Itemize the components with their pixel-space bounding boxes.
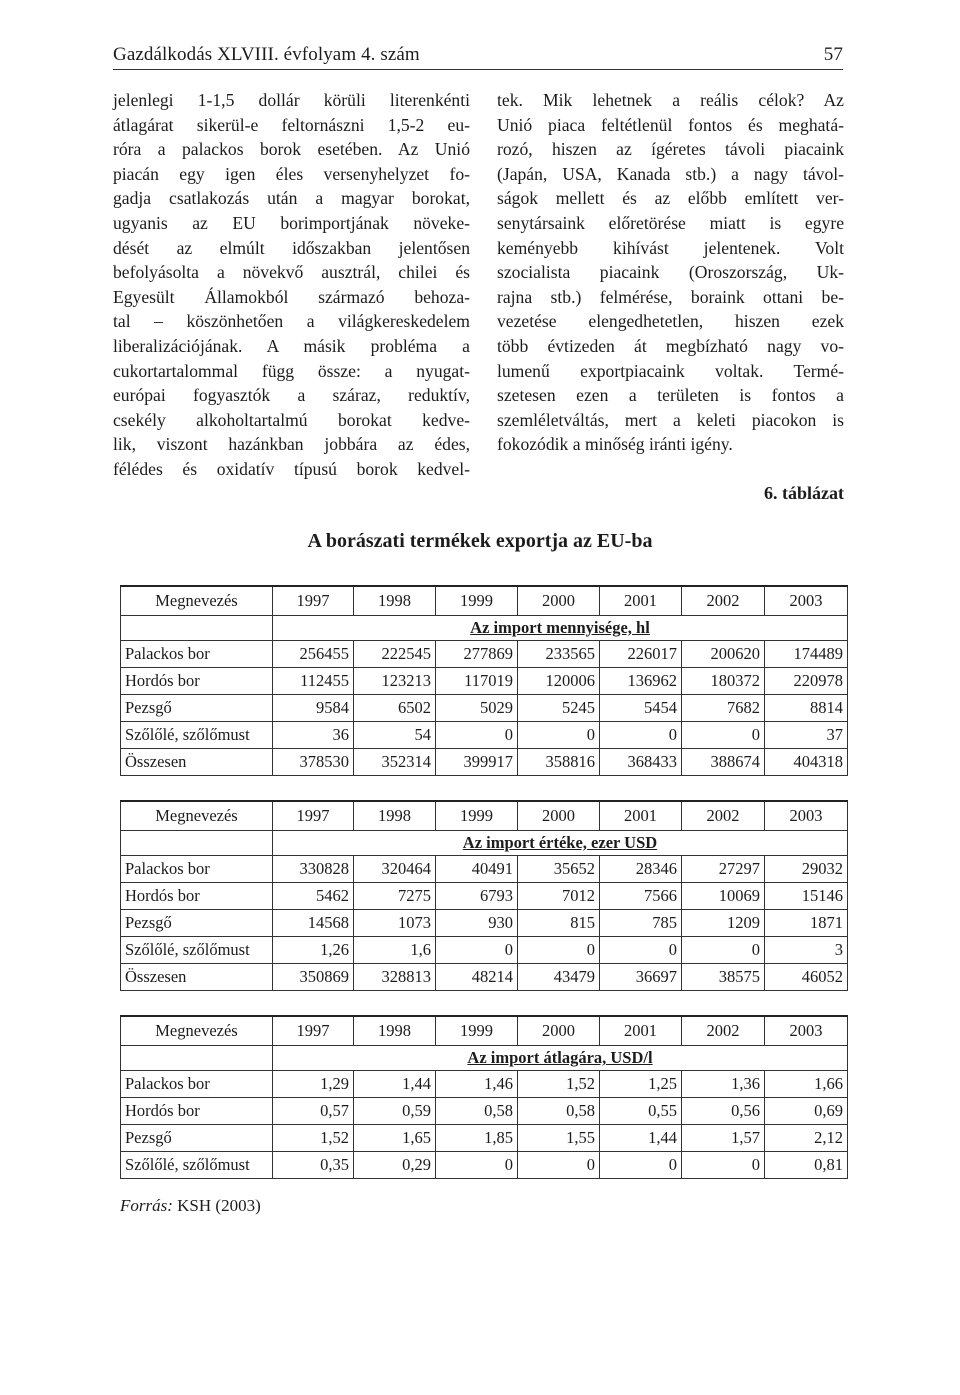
column-header-year: 1999 [436,1016,518,1046]
data-cell: 1,57 [682,1125,765,1152]
page-header [113,44,843,70]
text-line: rajna stb.) felmérése, boraink ottani be- [497,286,844,307]
subtitle-empty-cell [121,1046,273,1071]
column-header-year: 1999 [436,801,518,831]
data-cell: 0,69 [765,1098,848,1125]
column-header-year: 1997 [273,586,354,616]
data-cell: 5454 [600,695,682,722]
row-label: Hordós bor [121,668,273,695]
data-cell: 3 [765,937,848,964]
text-line: vezetése elengedhetetlen, hiszen ezek [497,311,844,332]
text-line: gadja csatlakozás után a magyar borokat, [113,188,470,209]
text-line: piacán egy igen éles versenyhelyzet fo- [113,163,470,184]
table-source [120,1196,261,1216]
data-cell: 368433 [600,749,682,776]
column-header-year: 2003 [765,1016,848,1046]
table-row [121,1098,848,1125]
table-row [121,910,848,937]
column-header-year: 2001 [600,1016,682,1046]
subtitle-cell [273,616,848,641]
data-cell: 358816 [518,749,600,776]
column-header-year: 1998 [354,1016,436,1046]
text-line: cukortartalommal függ össze: a nyugat- [113,360,470,381]
data-cell: 48214 [436,964,518,991]
data-cell: 0,59 [354,1098,436,1125]
data-cell: 28346 [600,856,682,883]
table-row [121,964,848,991]
spacer-cell [121,776,848,802]
data-cell: 0 [436,937,518,964]
table-subtitle-row [121,1046,848,1071]
data-cell: 14568 [273,910,354,937]
column-header-year: 1998 [354,586,436,616]
data-cell: 43479 [518,964,600,991]
data-cell: 0 [518,937,600,964]
table-header-row [121,1016,848,1046]
data-cell: 123213 [354,668,436,695]
data-cell: 1,55 [518,1125,600,1152]
table-row [121,1071,848,1098]
data-cell: 0 [600,722,682,749]
data-cell: 399917 [436,749,518,776]
journal-title: Gazdálkodás XLVIII. évfolyam 4. szám [113,44,420,65]
text-line: félédes és oxidatív típusú borok kedvel- [113,458,470,479]
data-cell: 815 [518,910,600,937]
data-cell: 404318 [765,749,848,776]
text-line: lik, viszont hazánkban jobbára az édes, [113,434,470,455]
data-cell: 1,46 [436,1071,518,1098]
data-cell: 1,52 [518,1071,600,1098]
column-header-year: 2003 [765,586,848,616]
data-cell: 0,35 [273,1152,354,1179]
text-line: fokozódik a minőség iránti igény. [497,434,733,455]
data-cell: 1,29 [273,1071,354,1098]
column-header-year: 2002 [682,1016,765,1046]
data-cell: 0 [436,1152,518,1179]
table-spacer-row [121,776,848,802]
table-title: A borászati termékek exportja az EU-ba [307,530,653,552]
data-cell: 256455 [273,641,354,668]
data-cell: 37 [765,722,848,749]
text-line: liberalizációjának. A másik probléma a [113,335,470,356]
data-cell: 6793 [436,883,518,910]
column-header-year: 2000 [518,586,600,616]
row-label: Összesen [121,749,273,776]
data-cell: 0 [682,1152,765,1179]
text-line: tek. Mik lehetnek a reális célok? Az [497,90,844,110]
data-cell: 320464 [354,856,436,883]
row-label: Pezsgő [121,1125,273,1152]
data-cell: 7275 [354,883,436,910]
table-subtitle-row [121,616,848,641]
row-label: Palackos bor [121,1071,273,1098]
column-header-year: 1999 [436,586,518,616]
data-cell: 35652 [518,856,600,883]
data-cell: 220978 [765,668,848,695]
data-cell: 54 [354,722,436,749]
data-cell: 0,57 [273,1098,354,1125]
text-line: senytársaink előretörése miatt is egyre [497,212,844,233]
column-header-year: 1997 [273,1016,354,1046]
data-cell: 0,58 [436,1098,518,1125]
data-cell: 0 [682,937,765,964]
data-cell: 330828 [273,856,354,883]
row-label: Palackos bor [121,641,273,668]
data-cell: 0 [436,722,518,749]
data-cell: 1,85 [436,1125,518,1152]
data-cell: 117019 [436,668,518,695]
column-header-year: 2002 [682,801,765,831]
data-cell: 0 [600,937,682,964]
export-data-table [120,585,848,1179]
block-subtitle: Az import értéke, ezer USD [462,833,658,852]
data-cell: 277869 [436,641,518,668]
table-row [121,749,848,776]
row-label: Szőlőlé, szőlőmust [121,937,273,964]
text-line: keményebb kihívást jelentenek. Volt [497,237,844,258]
spacer-cell [121,991,848,1017]
right-column-text [497,88,844,457]
table-subtitle-row [121,831,848,856]
data-cell: 6502 [354,695,436,722]
text-line: jelenlegi 1-1,5 dollár körüli literenkénti [113,90,470,110]
data-cell: 200620 [682,641,765,668]
row-label: Hordós bor [121,1098,273,1125]
data-cell: 2,12 [765,1125,848,1152]
table-row [121,937,848,964]
data-cell: 222545 [354,641,436,668]
column-header-name: Megnevezés [121,1016,273,1046]
table-row [121,1152,848,1179]
data-cell: 8814 [765,695,848,722]
data-cell: 1,36 [682,1071,765,1098]
text-line: átlagárat sikerül-e feltornászni 1,5-2 eu- [113,114,470,135]
data-cell: 36 [273,722,354,749]
data-cell: 9584 [273,695,354,722]
data-cell: 1073 [354,910,436,937]
text-line: Unió piaca feltétlenül fontos és meghatá- [497,114,844,135]
data-cell: 112455 [273,668,354,695]
data-cell: 1,6 [354,937,436,964]
row-label: Pezsgő [121,910,273,937]
text-line: szetesen ezen a területen is fontos a [497,385,844,406]
data-cell: 46052 [765,964,848,991]
data-cell: 0 [682,722,765,749]
data-cell: 1,44 [354,1071,436,1098]
block-subtitle: Az import átlagára, USD/l [467,1048,653,1067]
data-cell: 350869 [273,964,354,991]
data-cell: 352314 [354,749,436,776]
subtitle-empty-cell [121,831,273,856]
source-text: KSH (2003) [172,1196,261,1215]
data-cell: 5245 [518,695,600,722]
column-header-year: 2000 [518,801,600,831]
data-cell: 174489 [765,641,848,668]
data-cell: 15146 [765,883,848,910]
subtitle-cell [273,1046,848,1071]
source-label: Forrás: [120,1196,173,1215]
data-cell: 38575 [682,964,765,991]
text-line: dését az elmúlt időszakban jelentősen [113,237,470,258]
table-row [121,883,848,910]
text-line: befolyásolta a növekvő ausztrál, chilei és [113,262,470,283]
data-cell: 1,66 [765,1071,848,1098]
data-cell: 7566 [600,883,682,910]
data-cell: 29032 [765,856,848,883]
table-row [121,1125,848,1152]
data-cell: 1871 [765,910,848,937]
text-line: több évtizeden át megbízható nagy vo- [497,335,844,356]
data-cell: 1,44 [600,1125,682,1152]
data-cell: 1,25 [600,1071,682,1098]
column-header-name: Megnevezés [121,801,273,831]
text-line: csekély alkoholtartalmú borokat kedve- [113,409,470,430]
subtitle-cell [273,831,848,856]
data-cell: 328813 [354,964,436,991]
data-cell: 136962 [600,668,682,695]
text-line: ságok mellett és az előbb említett ver- [497,188,844,209]
data-cell: 0,55 [600,1098,682,1125]
subtitle-empty-cell [121,616,273,641]
data-cell: 0,56 [682,1098,765,1125]
block-subtitle: Az import mennyisége, hl [470,618,650,637]
data-cell: 0 [600,1152,682,1179]
data-cell: 27297 [682,856,765,883]
data-cell: 5462 [273,883,354,910]
row-label: Szőlőlé, szőlőmust [121,722,273,749]
text-line: szocialista piacaink (Oroszország, Uk- [497,262,844,283]
data-cell: 10069 [682,883,765,910]
data-cell: 120006 [518,668,600,695]
column-header-year: 2001 [600,801,682,831]
column-header-year: 2000 [518,1016,600,1046]
text-line: európai fogyasztók a száraz, reduktív, [113,385,470,406]
data-cell: 7012 [518,883,600,910]
data-cell: 1209 [682,910,765,937]
data-cell: 1,52 [273,1125,354,1152]
table-row [121,722,848,749]
data-cell: 930 [436,910,518,937]
data-cell: 0 [518,722,600,749]
column-header-year: 1998 [354,801,436,831]
data-cell: 5029 [436,695,518,722]
text-line: lumenű exportpiacaink voltak. Termé- [497,360,844,381]
data-cell: 7682 [682,695,765,722]
data-cell: 36697 [600,964,682,991]
text-line: (Japán, USA, Kanada stb.) a nagy távol- [497,163,844,184]
data-cell: 0,81 [765,1152,848,1179]
column-header-year: 2001 [600,586,682,616]
left-column-text [113,88,470,482]
data-cell: 0,29 [354,1152,436,1179]
text-line: róra a palackos borok esetében. Az Unió [113,139,470,160]
data-cell: 0,58 [518,1098,600,1125]
data-cell: 180372 [682,668,765,695]
column-header-year: 2002 [682,586,765,616]
data-cell: 785 [600,910,682,937]
table-header-row [121,801,848,831]
row-label: Szőlőlé, szőlőmust [121,1152,273,1179]
table-row [121,695,848,722]
data-cell: 40491 [436,856,518,883]
text-line: szemléletváltás, mert a keleti piacokon is [497,409,844,430]
data-cell: 226017 [600,641,682,668]
row-label: Pezsgő [121,695,273,722]
text-line: ugyanis az EU borimportjának növeke- [113,212,470,233]
page-number: 57 [823,44,843,65]
row-label: Összesen [121,964,273,991]
text-line: tal – köszönhetően a világkereskedelem [113,311,470,332]
data-cell: 0 [518,1152,600,1179]
row-label: Palackos bor [121,856,273,883]
text-line: Egyesült Államokból származó behoza- [113,286,470,307]
data-cell: 378530 [273,749,354,776]
table-label: 6. táblázat [764,483,844,503]
column-header-name: Megnevezés [121,586,273,616]
row-label: Hordós bor [121,883,273,910]
data-cell: 233565 [518,641,600,668]
data-cell: 388674 [682,749,765,776]
column-header-year: 1997 [273,801,354,831]
column-header-year: 2003 [765,801,848,831]
table-row [121,641,848,668]
table-spacer-row [121,991,848,1017]
table-row [121,856,848,883]
data-cell: 1,65 [354,1125,436,1152]
table-header-row [121,586,848,616]
data-cell: 1,26 [273,937,354,964]
text-line: rozó, hiszen az ígéretes távoli piacaink [497,139,844,160]
table-row [121,668,848,695]
